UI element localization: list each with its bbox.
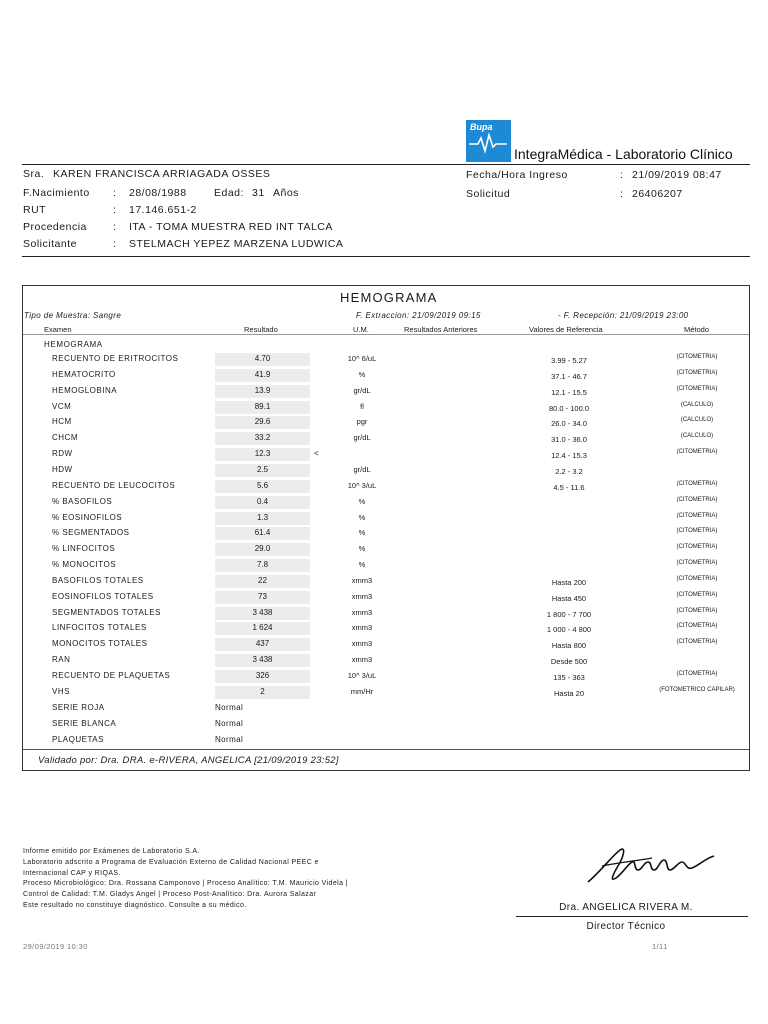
unit-value: % [358,370,366,379]
exam-name: HEMOGLOBINA [52,386,118,395]
exam-name: PLAQUETAS [52,735,104,744]
result-value: 1.3 [256,513,269,522]
reference-range: 37.1 - 46.7 [551,372,587,381]
exam-name: RECUENTO DE ERITROCITOS [52,354,179,363]
method: (CITOMETRIA) [676,623,718,629]
reference-range: 12.4 - 15.3 [551,451,587,460]
reference-range: 135 - 363 [553,673,585,682]
result-value: 3 438 [252,608,273,617]
result-value: 4.70 [254,354,271,363]
result-value: 61.4 [254,528,271,537]
validated-by: Validado por: Dra. DRA. e-RIVERA, ANGELICA [21/09/2019 23:52] [38,755,339,766]
reference-range: 12.1 - 15.5 [551,388,587,397]
patient-salutation: Sra. [23,168,45,180]
exam-name: HCM [52,417,72,426]
requester-label: Solicitante [23,238,77,250]
exam-name: % MONOCITOS [52,560,117,569]
reference-range: 26.0 - 34.0 [551,419,587,428]
sample-type: Tipo de Muestra: Sangre [24,311,122,320]
unit-value: % [358,513,366,522]
exam-name: SEGMENTADOS TOTALES [52,608,161,617]
exam-name: CHCM [52,433,78,442]
method: (CITOMETRIA) [676,513,718,519]
report-title: HEMOGRAMA [340,290,438,305]
result-value: 89.1 [254,402,271,411]
signer-role: Director Técnico [586,921,666,932]
heartbeat-icon [468,132,508,154]
result-value: 29.0 [254,544,271,553]
unit-value: xmm3 [351,608,373,617]
reception-date: - F. Recepción: 21/09/2019 23:00 [558,311,689,320]
intake-value: 21/09/2019 08:47 [632,169,722,181]
result-value: 7.8 [256,560,269,569]
method: (CITOMETRIA) [676,608,718,614]
unit-value: 10^ 3/uL [347,671,377,680]
requester-value: STELMACH YEPEZ MARZENA LUDWICA [129,238,344,250]
reference-range: Hasta 20 [553,689,585,698]
result-value: 29.6 [254,417,271,426]
footer-note: Este resultado no constituye diagnóstico. Consulte a su médico. [23,902,247,909]
rut-label: RUT [23,204,47,216]
unit-value: 10^ 3/uL [347,481,377,490]
exam-name: LINFOCITOS TOTALES [52,623,147,632]
method: (CITOMETRIA) [676,386,718,392]
footer-note: Internacional CAP y RIQAS. [23,869,121,877]
method: (FOTOMETRICO CAPILAR) [659,687,735,693]
intake-sep: : [620,169,624,181]
patient-name: KAREN FRANCISCA ARRIAGADA OSSES [53,168,271,180]
method: (CALCULO) [680,417,714,423]
exam-name: SERIE BLANCA [52,719,117,728]
exam-name: RECUENTO DE LEUCOCITOS [52,481,176,490]
unit-value: % [358,560,366,569]
exam-name: BASOFILOS TOTALES [52,576,144,585]
result-value: 2.5 [256,465,269,474]
origin-value: ITA - TOMA MUESTRA RED INT TALCA [129,221,333,233]
birth-value: 28/08/1988 [129,187,187,199]
rut-sep: : [113,204,117,216]
reference-range: 2.2 - 3.2 [555,467,583,476]
result-value: Normal [215,703,244,712]
result-value: 41.9 [254,370,271,379]
result-value: 13.9 [254,386,271,395]
signature-line [516,916,748,917]
col-method: Método [684,325,710,334]
unit-value: fl [360,402,364,411]
request-sep: : [620,188,624,200]
origin-label: Procedencia [23,221,87,233]
unit-value: gr/dL [353,386,371,395]
birth-label: F.Nacimiento [23,187,90,199]
result-value: 22 [258,576,267,585]
lab-name: IntegraMédica - Laboratorio Clínico [514,146,733,162]
exam-name: HEMATOCRITO [52,370,116,379]
method: (CITOMETRIA) [676,354,718,360]
exam-name: EOSINOFILOS TOTALES [52,592,154,601]
exam-name: % BASOFILOS [52,497,113,506]
unit-value: pgr [356,417,368,426]
exam-name: % LINFOCITOS [52,544,116,553]
exam-name: MONOCITOS TOTALES [52,639,148,648]
validation-divider [23,749,749,750]
reference-range: 1 800 - 7 700 [546,610,592,619]
method: (CITOMETRIA) [676,497,718,503]
exam-name: VCM [52,402,72,411]
requester-sep: : [113,238,117,250]
col-divider [23,334,749,335]
bupa-logo [466,120,511,162]
reference-range: 1 000 - 4 800 [546,625,592,634]
reference-range: 4.5 - 11.6 [553,483,585,492]
col-result: Resultado [244,325,278,334]
intake-label: Fecha/Hora Ingreso [466,169,568,181]
reference-range: 3.99 - 5.27 [551,356,587,365]
footer-note: Informe emitido por Exámenes de Laboratorio S.A. [23,848,200,855]
exam-name: RECUENTO DE PLAQUETAS [52,671,171,680]
exam-name: SERIE ROJA [52,703,105,712]
exam-name: RAN [52,655,71,664]
request-label: Solicitud [466,188,511,200]
col-ref: Valores de Referencia [529,325,603,334]
unit-value: mm/Hr [350,687,374,696]
unit-value: xmm3 [351,655,373,664]
signature-image [582,842,722,890]
patient-divider [22,256,750,257]
extraction-date: F. Extraccion: 21/09/2019 09:15 [356,311,481,320]
method: (CITOMETRIA) [676,544,718,550]
reference-range: Hasta 200 [551,578,587,587]
method: (CITOMETRIA) [676,528,718,534]
print-date: 29/09/2019 10:30 [23,942,88,951]
result-value: 326 [255,671,270,680]
footer-note: Proceso Microbiológico: Dra. Rossana Camponovo | Proceso Analítico: T.M. Mauricio Videla | [23,880,348,888]
unit-value: % [358,528,366,537]
col-unit: U.M. [353,325,369,334]
unit-value: xmm3 [351,639,373,648]
birth-sep: : [113,187,117,199]
method: (CITOMETRIA) [676,449,718,455]
method: (CALCULO) [680,433,714,439]
section-label: HEMOGRAMA [44,340,103,349]
method: (CITOMETRIA) [676,481,718,487]
exam-name: % EOSINOFILOS [52,513,123,522]
method: (CITOMETRIA) [676,560,718,566]
unit-value: xmm3 [351,592,373,601]
result-value: 2 [260,687,265,696]
age-label: Edad: [214,187,244,199]
page-number: 1/11 [652,942,668,951]
reference-range: 80.0 - 100.0 [548,404,590,413]
method: (CITOMETRIA) [676,576,718,582]
header-divider [22,164,750,165]
rut-value: 17.146.651-2 [129,204,197,216]
col-exam: Examen [44,325,72,334]
footer-note: Control de Calidad: T.M. Gladys Angel | Proceso Post-Analítico: Dra. Aurora Salazar [23,891,317,899]
reference-range: Hasta 450 [551,594,587,603]
unit-value: xmm3 [351,623,373,632]
unit-value: gr/dL [353,465,371,474]
age-unit: Años [273,187,299,199]
request-value: 26406207 [632,188,683,200]
unit-value: gr/dL [353,433,371,442]
footer-note: Laboratorio adscrito a Programa de Evaluación Externo de Calidad Nacional PEEC e [23,858,319,866]
result-value: 5.6 [256,481,269,490]
out-of-range-flag: < [314,449,319,458]
result-value: Normal [215,735,244,744]
col-prev: Resultados Anteriores [404,325,478,334]
origin-sep: : [113,221,117,233]
age-value: 31 [252,187,265,199]
unit-value: % [358,497,366,506]
method: (CITOMETRIA) [676,671,718,677]
result-value: 33.2 [254,433,271,442]
method: (CALCULO) [680,402,714,408]
result-value: 3 438 [252,655,273,664]
exam-name: VHS [52,687,70,696]
unit-value: xmm3 [351,576,373,585]
method: (CITOMETRIA) [676,639,718,645]
reference-range: 31.0 - 36.0 [551,435,587,444]
method: (CITOMETRIA) [676,592,718,598]
exam-name: HDW [52,465,73,474]
unit-value: 10^ 6/uL [347,354,377,363]
result-value: 0.4 [256,497,269,506]
result-value: 12.3 [254,449,271,458]
reference-range: Hasta 800 [551,641,587,650]
result-value: 73 [258,592,267,601]
reference-range: Desde 500 [550,657,588,666]
exam-name: RDW [52,449,73,458]
signer-name: Dra. ANGELICA RIVERA M. [559,902,693,913]
method: (CITOMETRIA) [676,370,718,376]
result-value: 437 [255,639,270,648]
unit-value: % [358,544,366,553]
exam-name: % SEGMENTADOS [52,528,130,537]
result-value: Normal [215,719,244,728]
logo-text: Bupa [470,122,493,132]
result-value: 1 624 [252,623,273,632]
